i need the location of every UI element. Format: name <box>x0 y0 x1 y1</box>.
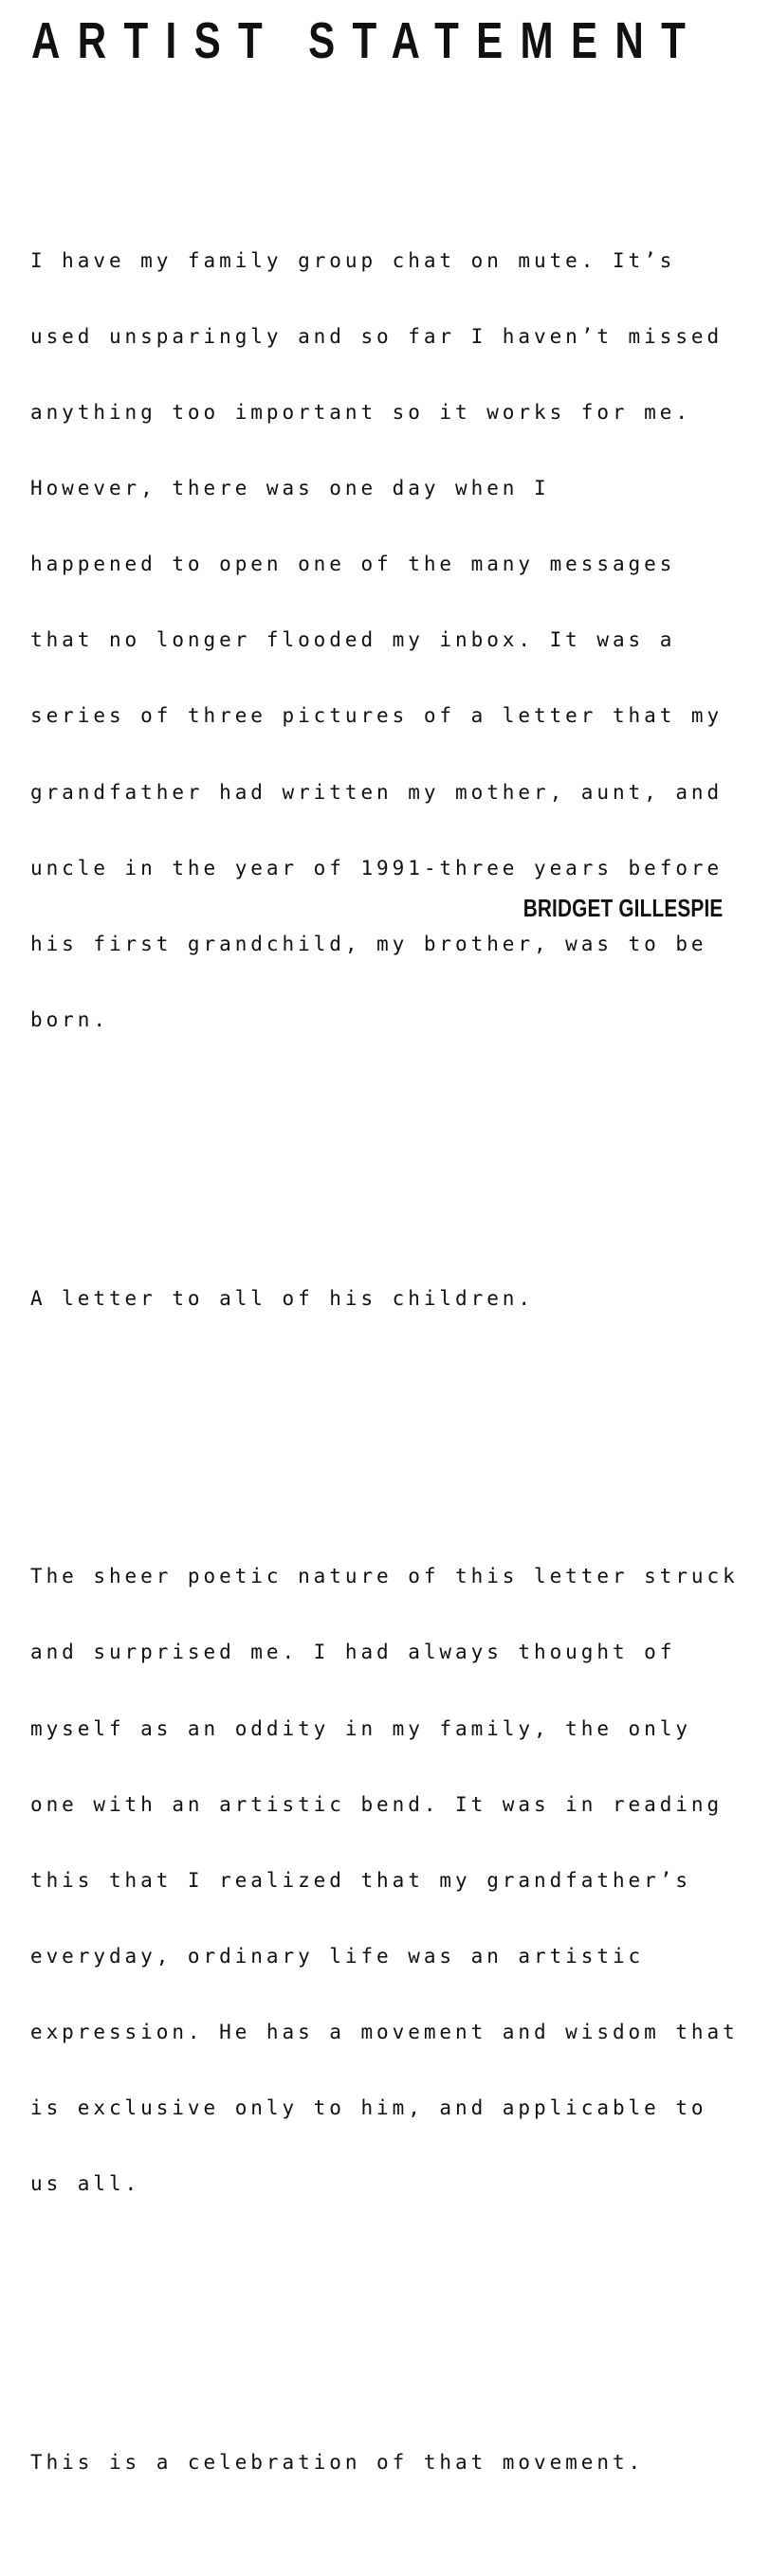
paragraph-spacer <box>30 1134 765 1159</box>
paragraph-intro <box>30 197 765 1083</box>
page-title: ARTIST STATEMENT <box>31 12 704 69</box>
text-line: born. <box>30 1007 109 1031</box>
text-line: and surprised me. I had always thought of <box>30 1641 676 1664</box>
paragraph-reflection <box>30 1514 765 2247</box>
text-line: expression. He has a movement and wisdom that <box>30 2021 739 2043</box>
text-line: grandfather had written my mother, aunt, and <box>30 780 724 804</box>
paragraph-spacer <box>30 2298 765 2324</box>
text-line: myself as an oddity in my family, the only <box>30 1716 691 1740</box>
text-line: that no longer flooded my inbox. It was a <box>30 628 676 652</box>
text-line: everyday, ordinary life was an artistic <box>30 1944 645 1968</box>
text-line: us all. <box>30 2172 141 2196</box>
text-line: happened to open one of the many messages <box>30 553 676 576</box>
text-line: uncle in the year of 1991-three years before <box>30 856 724 880</box>
author-signature: BRIDGET GILLESPIE <box>522 894 723 922</box>
text-line: anything too important so it works for me. <box>30 401 691 425</box>
text-line: is exclusive only to him, and applicable to <box>30 2096 707 2120</box>
paragraph-closing <box>30 2400 765 2527</box>
paragraph-letter <box>30 1235 765 1362</box>
text-line: one with an artistic bend. It was in reading <box>30 1792 724 1816</box>
text-line: I have my family group chat on mute. It’s <box>30 248 676 272</box>
text-line: This is a celebration of that movement. <box>30 2450 645 2474</box>
text-line: his first grandchild, my brother, was to be <box>30 932 707 955</box>
text-line: The sheer poetic nature of this letter struck <box>30 1565 739 1588</box>
text-line: However, there was one day when I <box>30 477 550 500</box>
text-line: this that I realized that my grandfather’s <box>30 1868 691 1892</box>
text-line: used unsparingly and so far I haven’t missed <box>30 324 724 348</box>
paragraph-spacer <box>30 1412 765 1438</box>
statement-body <box>30 147 765 2576</box>
text-line: series of three pictures of a letter that my <box>30 704 724 728</box>
text-line: A letter to all of his children. <box>30 1286 534 1310</box>
